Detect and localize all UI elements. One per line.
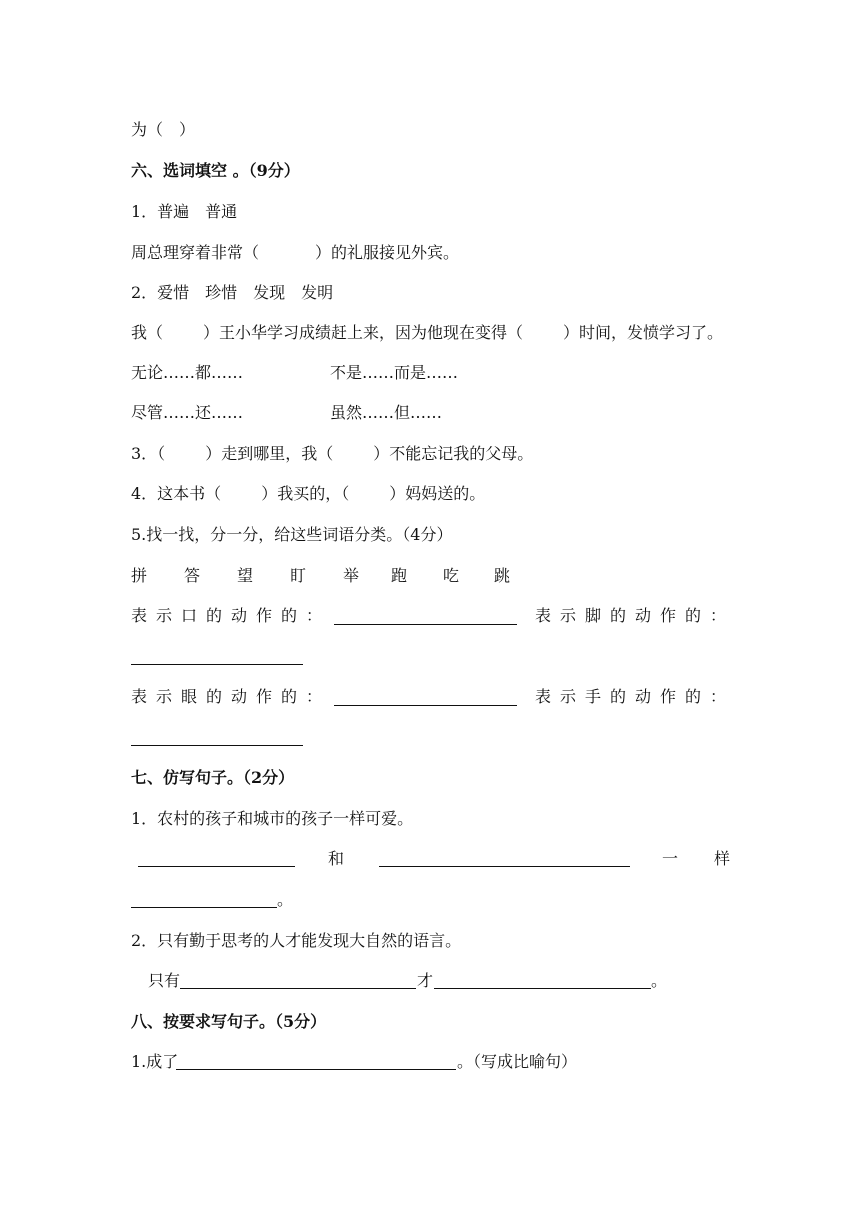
eye-action-blank[interactable] — [334, 691, 517, 706]
imitate-q1-yi: 一 — [662, 849, 679, 868]
hand-action-blank[interactable] — [131, 731, 303, 746]
word-2: 答 — [184, 566, 201, 585]
eye-action-label: 表示眼的动作的： — [131, 687, 332, 706]
q4-part-b: ）我买的，（ — [261, 484, 350, 503]
word-8: 跳 — [494, 566, 511, 585]
section8-q1-blank[interactable] — [176, 1055, 456, 1070]
imitate-q1-blank-3[interactable] — [131, 893, 277, 908]
conjunction-option-3: 尽管……还…… — [131, 403, 244, 422]
foot-action-blank[interactable] — [131, 650, 303, 665]
q1-sentence-part-b: ）的礼服接见外宾。 — [315, 243, 460, 262]
imitate-q2-zhiyou: 只有 — [148, 971, 181, 990]
word-5: 举 — [343, 566, 360, 585]
conjunction-option-4: 虽然……但…… — [330, 403, 443, 422]
imitate-q2-cai: 才 — [417, 971, 434, 990]
section8-q1-suffix: 。（写成比喻句） — [457, 1052, 578, 1071]
word-6: 跑 — [391, 566, 408, 585]
imitate-q1: 1．农村的孩子和城市的孩子一样可爱。 — [131, 809, 414, 828]
q1-sentence — [131, 243, 459, 263]
section7-title: 七、仿写句子。（2分） — [131, 768, 295, 787]
section8-title: 八、按要求写句子。（5分） — [131, 1012, 327, 1031]
conjunction-option-1: 无论……都…… — [131, 363, 244, 382]
q2-sentence — [131, 323, 723, 343]
conjunction-option-2: 不是……而是…… — [330, 363, 459, 382]
top-fragment: 为（ ） — [131, 120, 196, 139]
word-7: 吃 — [443, 566, 460, 585]
q3-part-a: 3．（ — [131, 444, 166, 463]
imitate-q2: 2．只有勤于思考的人才能发现大自然的语言。 — [131, 931, 462, 950]
q3-sentence — [131, 444, 533, 464]
mouth-action-label: 表示口的动作的： — [131, 606, 332, 625]
q2-sentence-part-c: ）时间，发愤学习了。 — [563, 323, 724, 342]
word-3: 望 — [237, 566, 254, 585]
q3-part-b: ）走到哪里，我（ — [205, 444, 334, 463]
mouth-action-blank[interactable] — [334, 610, 517, 625]
word-1: 拼 — [131, 566, 148, 585]
imitate-q1-yang: 样 — [714, 849, 731, 868]
q1-word-options: 1．普遍 普通 — [131, 202, 238, 221]
foot-action-label: 表示脚的动作的： — [535, 606, 736, 625]
q4-part-c: ）妈妈送的。 — [389, 484, 486, 503]
imitate-q1-period: 。 — [277, 890, 294, 909]
q5-title: 5.找一找，分一分，给这些词语分类。（4分） — [131, 525, 453, 544]
hand-action-label: 表示手的动作的： — [535, 687, 736, 706]
q4-part-a: 4．这本书（ — [131, 484, 222, 503]
imitate-q2-period: 。 — [651, 971, 668, 990]
q2-word-options: 2．爱惜 珍惜 发现 发明 — [131, 283, 334, 302]
imitate-q1-he: 和 — [328, 849, 345, 868]
q3-part-c: ）不能忘记我的父母。 — [373, 444, 534, 463]
q2-sentence-part-b: ）王小华学习成绩赶上来，因为他现在变得（ — [203, 323, 524, 342]
word-4: 盯 — [290, 566, 307, 585]
section8-q1-prefix: 1.成了 — [131, 1052, 179, 1071]
imitate-q2-blank-1[interactable] — [180, 974, 416, 989]
imitate-q1-blank-1[interactable] — [138, 852, 295, 867]
q4-sentence — [131, 484, 485, 504]
q1-sentence-part-a: 周总理穿着非常（ — [131, 243, 260, 262]
imitate-q1-blank-2[interactable] — [379, 852, 630, 867]
imitate-q2-blank-2[interactable] — [434, 974, 651, 989]
section6-title: 六、选词填空 。（9分） — [131, 161, 300, 180]
q2-sentence-part-a: 我（ — [131, 323, 164, 342]
